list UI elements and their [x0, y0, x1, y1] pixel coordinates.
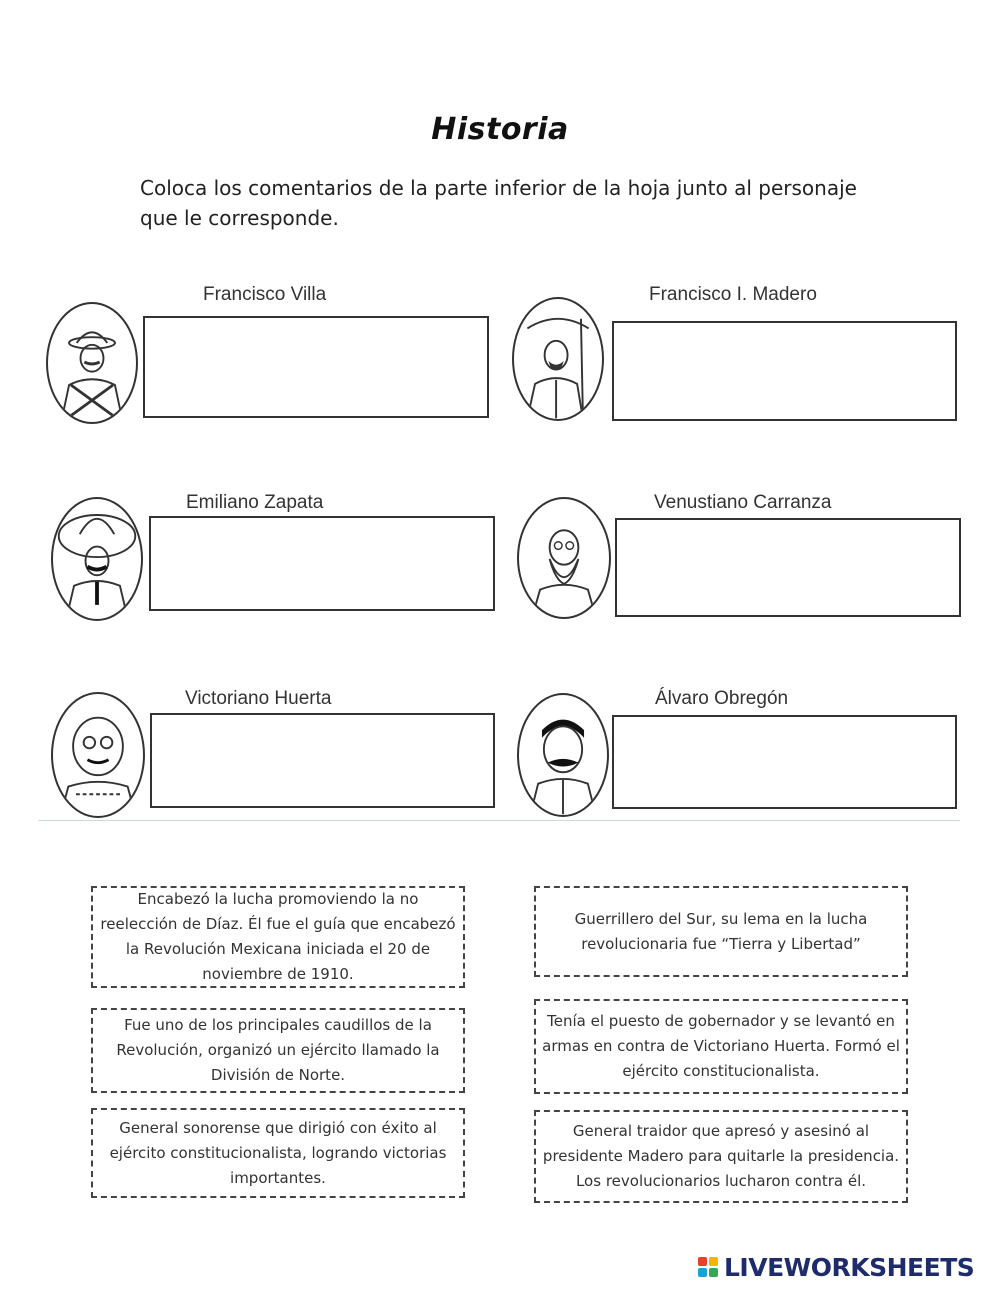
logo-text: LIVEWORKSHEETS: [724, 1252, 975, 1282]
name-carranza: Venustiano Carranza: [654, 492, 832, 513]
portrait-obregon: [517, 693, 609, 817]
answer-box-obregon[interactable]: [612, 715, 957, 809]
card-obregon-description[interactable]: General sonorense que dirigió con éxito al ejército constitucionalista, logrando victorias importantes.: [91, 1108, 465, 1198]
portrait-villa: [46, 302, 138, 424]
card-villa-description[interactable]: Fue uno de los principales caudillos de la Revolución, organizó un ejército llamado la División de Norte.: [91, 1008, 465, 1093]
liveworksheets-logo: [698, 1252, 974, 1282]
card-huerta-description[interactable]: General traidor que apresó y asesinó al presidente Madero para quitarle la presidencia. Los revolucionarios lucharon contra él.: [534, 1110, 908, 1203]
name-zapata: Emiliano Zapata: [186, 492, 324, 513]
card-carranza-description[interactable]: Tenía el puesto de gobernador y se levantó en armas en contra de Victoriano Huerta. Formó el ejército constitucionalista.: [534, 999, 908, 1094]
portrait-zapata: [51, 497, 143, 621]
separator-line: [38, 820, 960, 821]
answer-box-huerta[interactable]: [150, 713, 495, 808]
name-madero: Francisco I. Madero: [649, 284, 817, 305]
card-zapata-description[interactable]: Guerrillero del Sur, su lema en la lucha revolucionaria fue “Tierra y Libertad”: [534, 886, 908, 977]
answer-box-carranza[interactable]: [615, 518, 961, 617]
name-villa: Francisco Villa: [203, 284, 327, 305]
card-madero-description[interactable]: Encabezó la lucha promoviendo la no reelección de Díaz. Él fue el guía que encabezó la Revolución Mexicana iniciada el 20 de noviembre de 1910.: [91, 886, 465, 988]
answer-box-madero[interactable]: [612, 321, 957, 421]
portrait-huerta: [51, 692, 145, 818]
name-obregon: Álvaro Obregón: [655, 688, 789, 709]
portrait-madero: [512, 297, 604, 421]
answer-box-villa[interactable]: [143, 316, 489, 418]
logo-mark-icon: [698, 1257, 718, 1277]
worksheet-title: Historia: [431, 112, 569, 147]
instructions: Coloca los comentarios de la parte inferior de la hoja junto al personaje que le corresponde.: [140, 176, 857, 230]
answer-box-zapata[interactable]: [149, 516, 495, 611]
name-huerta: Victoriano Huerta: [185, 688, 332, 709]
portrait-carranza: [517, 497, 611, 619]
